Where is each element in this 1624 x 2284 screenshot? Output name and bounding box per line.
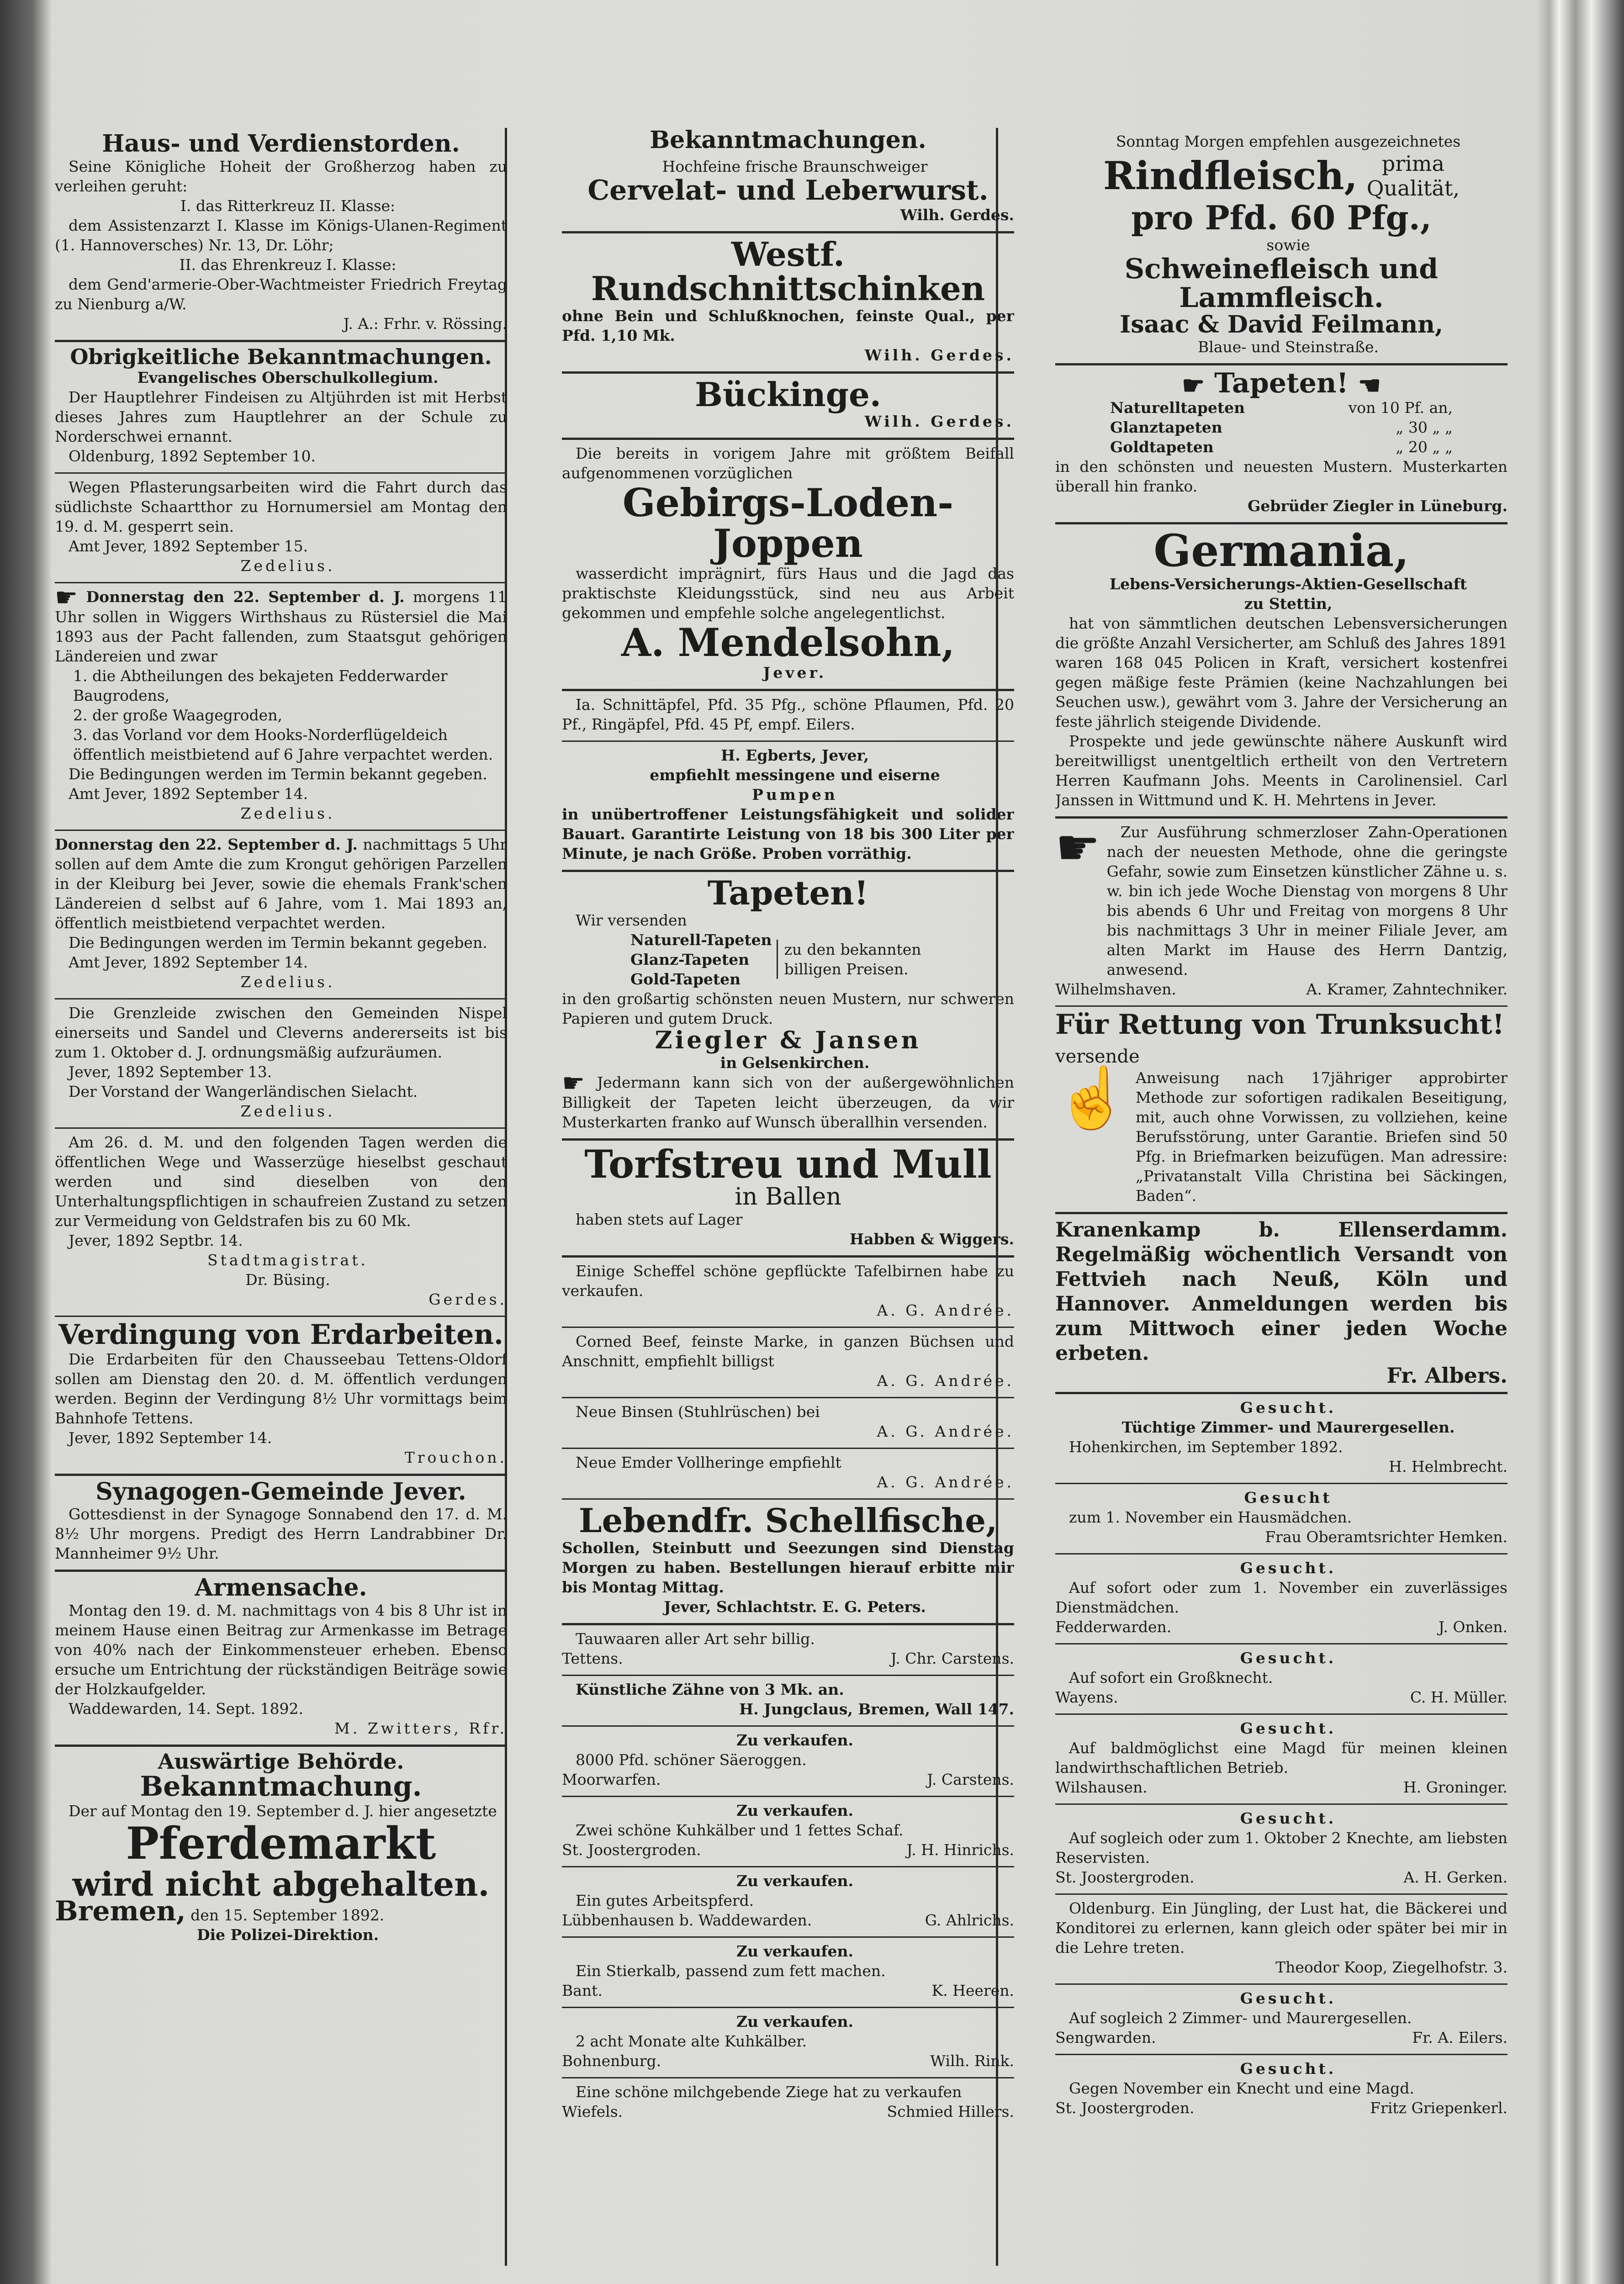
loden-title: Gebirgs-Loden-Joppen — [622, 480, 954, 566]
orders-line: I. das Ritterkreuz II. Klasse: — [180, 196, 396, 215]
wallpaper-item: Glanztapeten — [1110, 418, 1222, 437]
trunksucht-ad — [1055, 1007, 1508, 1214]
streets-signature: Gerdes. — [428, 1290, 507, 1308]
sale-text: Ein Stierkalb, passend zum fett machen. — [576, 1961, 886, 1980]
ham-text: ohne Bein und Schlußknochen, feinste Qual., per Pfd. 1,10 Mk. — [562, 307, 1014, 344]
ziegler-jansen-city: in Gelsenkirchen. — [720, 1054, 870, 1072]
wallpaper-item: Glanz-Tapeten — [630, 950, 750, 968]
streets-signature: Stadtmagistrat. — [207, 1251, 368, 1269]
wanted-ad-9 — [1055, 2055, 1508, 2118]
herring-signature: A. G. Andrée. — [877, 1473, 1014, 1491]
cervelat-ad — [562, 153, 1014, 233]
meat-intro: Sonntag Morgen empfehlen ausgezeichnetes — [1116, 132, 1461, 150]
wanted-signature: A. H. Gerken. — [1403, 1868, 1508, 1886]
auction-notice-2 — [55, 831, 507, 999]
orders-line: II. das Ehrenkreuz I. Klasse: — [179, 255, 397, 274]
apples-text: Ia. Schnittäpfel, Pfd. 35 Pfg., schöne Pflaumen, Pfd. 20 Pf., Ringäpfel, Pfd. 45 Pf, empf. Eilers. — [562, 695, 1014, 733]
wanted-text: Oldenburg. Ein Jüngling, der Lust hat, die Bäckerei und Konditorei zu erlernen, kann gleich oder später bei mir in die Lehre treten. — [1055, 1899, 1508, 1956]
streets-text: Am 26. d. M. und den folgenden Tagen werden die öffentlichen Wege und Wasserzüge hieselbst geschaut werden und sind dieselben von den Unterhaltungspflichtigen in schaufreien Zustand zu setzen zur Vermeidung von Geldstrafen bis zu 60 Mk. — [55, 1133, 507, 1230]
rope-signature: J. Chr. Carstens. — [890, 1649, 1014, 1667]
auction-signature: Zedelius. — [240, 973, 335, 991]
sale-signature: K. Heeren. — [931, 1981, 1014, 1999]
synagogue-text: Gottesdienst in der Synagoge Sonnabend den 17. d. M. 8½ Uhr morgens. Predigt des Herrn Landrabbiner Dr. Mannheimer 9½ Uhr. — [55, 1505, 507, 1563]
poor-date: Waddewarden, 14. Sept. 1892. — [69, 1700, 304, 1718]
auction-item: 2. der große Waagegroden, — [73, 706, 282, 724]
wallpaper-price: von 10 Pf. an, — [1348, 399, 1453, 417]
pointing-hand-icon: ☛ — [562, 1068, 585, 1099]
sale-ad-6 — [562, 2078, 1014, 2121]
foreign-authority-notice — [55, 1747, 507, 1945]
wallpaper-price: „ 30 „ „ — [1396, 418, 1453, 437]
germania-subtitle: Lebens-Versicherungs-Aktien-Gesellschaft — [1109, 575, 1467, 593]
foreign-text: Der auf Montag den 19. September d. J. hier angesetzte — [69, 1802, 497, 1820]
wanted-ad-4 — [1055, 1644, 1508, 1715]
orders-signature: J. A.: Frhr. v. Rössing. — [343, 314, 507, 333]
pears-text: Einige Scheffel schöne gepflückte Tafelbirnen habe zu verkaufen. — [562, 1262, 1014, 1300]
wanted-heading: Gesucht. — [1240, 1719, 1337, 1737]
auction-item: 3. das Vorland vor dem Hooks-Norderflügeldeich öffentlich meistbietend auf 6 Jahre verpachtet werden. — [73, 725, 493, 763]
ziegler-jansen-firm: Ziegler & Jansen — [655, 1026, 921, 1054]
buecking-ad — [562, 374, 1014, 440]
sale-ad-5 — [562, 2008, 1014, 2078]
auction-item: 1. die Abtheilungen des bekajeten Fedderwarder Baugrodens, — [73, 666, 448, 704]
rush-text: Neue Binsen (Stuhlrüschen) bei — [576, 1402, 820, 1421]
auction-signature: Zedelius. — [240, 804, 335, 822]
peat-title: Torfstreu und Mull — [584, 1142, 992, 1187]
sale-signature: Wilh. Rink. — [930, 2051, 1014, 2070]
sale-heading: Zu verkaufen. — [736, 1731, 854, 1749]
sale-text: Zwei schöne Kuhkälber und 1 fettes Schaf. — [576, 1821, 904, 1839]
sale-text: Ein gutes Arbeitspferd. — [576, 1891, 754, 1909]
wanted-ad-2 — [1055, 1484, 1508, 1554]
wallpaper-item: Naturelltapeten — [1110, 399, 1245, 417]
orders-line: dem Assistenzarzt I. Klasse im Königs-Ulanen-Regiment (1. Hannoversches) Nr. 13, Dr. Löhr; — [55, 216, 507, 254]
teeth-signature: H. Jungclaus, Bremen, Wall 147. — [739, 1700, 1014, 1718]
dentist-text: Zur Ausführung schmerzloser Zahn-Operationen nach der neuesten Methode, ohne die geringste Gefahr, sowie zum Einsetzen künstlicher Zähne u. s. w. bin ich jede Woche Dienstag von morgens 8 Uhr bis abends 6 Uhr und Freitag von morgens 8 Uhr bis nachmittags 3 Uhr in meiner Filiale Jever, am alten Markt im Hause des Herrn Dantzig, anwesend. — [1106, 823, 1508, 978]
wanted-ad-7 — [1055, 1895, 1508, 1985]
road-text: Wegen Pflasterungsarbeiten wird die Fahrt durch das südlichste Schaartthor zu Hornumersiel am Montag den 19. d. M. gesperrt sein. — [55, 478, 507, 535]
sale-place: Moorwarfen. — [562, 1770, 661, 1788]
foreign-city: Bremen, — [55, 1895, 186, 1927]
wanted-signature: Fr. A. Eilers. — [1412, 2028, 1508, 2046]
fish-text: Schollen, Steinbutt und Seezungen sind Dienstag Morgen zu haben. Bestellungen hierauf erbitte mir bis Montag Mittag. — [562, 1539, 1014, 1596]
earthworks-title: Verdingung von Erdarbeiten. — [58, 1318, 503, 1351]
pointing-hand-left-icon: ☚ — [1358, 370, 1381, 401]
rush-signature: A. G. Andrée. — [877, 1422, 1014, 1440]
border-text: Die Grenzleide zwischen den Gemeinden Nispel einerseits und Sandel und Cleverns andererseits ist bis zum 1. Oktober d. J. ordnungsmäßig aufzuräumen. — [55, 1004, 507, 1061]
dentist-signature: A. Kramer, Zahntechniker. — [1306, 980, 1508, 998]
wanted-heading: Gesucht. — [1240, 2059, 1337, 2078]
wanted-ad-1 — [1055, 1394, 1508, 1484]
foreign-title: Auswärtige Behörde. — [158, 1749, 404, 1774]
foreign-signature: Die Polizei-Direktion. — [196, 1925, 379, 1944]
orders-line: dem Gend'armerie-Ober-Wachtmeister Friedrich Freytag zu Nienburg a/W. — [55, 275, 507, 313]
wanted-text: Auf baldmöglichst eine Magd für meinen kleinen landwirthschaftlichen Betrieb. — [1055, 1739, 1508, 1776]
sale-place: Bohnenburg. — [562, 2051, 661, 2070]
sale-signature: J. Carstens. — [927, 1770, 1014, 1788]
apples-ad — [562, 691, 1014, 742]
wanted-heading: Gesucht. — [1240, 1649, 1337, 1667]
auction-notice-1 — [55, 583, 507, 831]
ham-ad — [562, 233, 1014, 374]
poor-signature: M. Zwitters, Rfr. — [334, 1719, 507, 1738]
wallpaper-ad-2 — [1055, 365, 1508, 524]
pointing-hand-icon: ☛ — [1055, 818, 1100, 877]
wallpaper-text: Jedermann kann sich von der außergewöhnlichen Billigkeit der Tapeten leicht überzeugen, da wir Musterkarten franko auf Wunsch überallhin versenden. — [562, 1073, 1014, 1131]
fish-signature: Jever, Schlachtstr. E. G. Peters. — [664, 1597, 926, 1616]
wanted-signature: Frau Oberamtsrichter Hemken. — [1265, 1528, 1508, 1546]
sale-heading: Zu verkaufen. — [736, 1942, 854, 1960]
official-text: Der Hauptlehrer Findeisen zu Altjührden ist mit Herbst dieses Jahres zum Hauptlehrer an der Schule zu Norderschwei ernannt. — [55, 388, 507, 445]
wanted-text: Auf sofort ein Großknecht. — [1069, 1668, 1273, 1687]
herring-ad — [562, 1449, 1014, 1500]
dentist-ad — [1055, 819, 1508, 1007]
synagogue-notice — [55, 1476, 507, 1572]
pears-signature: A. G. Andrée. — [877, 1301, 1014, 1319]
newspaper-page — [46, 55, 1539, 2284]
wallpaper-ad — [562, 872, 1014, 1141]
orders-notice — [55, 128, 507, 342]
buecking-title: Bückinge. — [695, 375, 881, 414]
pumps-line: empfiehlt messingene und eiserne — [650, 766, 940, 784]
mendelsohn-firm: A. Mendelsohn, — [621, 619, 955, 665]
wanted-place: Wayens. — [1055, 1688, 1118, 1706]
herring-text: Neue Emder Vollheringe empfiehlt — [576, 1453, 841, 1471]
auction-head: Donnerstag den 22. September d. J. — [55, 835, 358, 853]
wanted-place: Fedderwarden. — [1055, 1618, 1172, 1636]
sale-ad-3 — [562, 1867, 1014, 1938]
horse-market-heading: Pferdemarkt — [126, 1818, 436, 1870]
cattle-text: Kranenkamp b. Ellenserdamm. Regelmäßig wöchentlich Versandt von Fettvieh nach Neuß, Köln und Hannover. Anmeldungen werden bis zum Mittwoch einer jeden Woche erbeten. — [1055, 1218, 1508, 1365]
beef-price: pro Pfd. 60 Pfg., — [1131, 198, 1432, 237]
pork-lamb-title: Schweinefleisch und Lammfleisch. — [1124, 253, 1439, 314]
official-subtitle: Evangelisches Oberschulkollegium. — [137, 368, 439, 386]
fish-ad — [562, 1500, 1014, 1625]
poor-title: Armensache. — [195, 1574, 367, 1602]
auction-text: morgens 11 Uhr sollen in Wiggers Wirthshaus zu Rüstersiel die Mai 1893 aus der Pacht fallenden, zum Staatsgut gehörigen Ländereien und zwar — [55, 587, 507, 665]
official-notice — [55, 342, 507, 474]
wanted-heading: Gesucht. — [1240, 1559, 1337, 1577]
ham-title: Westf. Rundschnittschinken — [591, 234, 985, 308]
fish-title: Lebendfr. Schellfische, — [578, 1501, 998, 1540]
beef-signature: A. G. Andrée. — [877, 1371, 1014, 1390]
wanted-text: Tüchtige Zimmer- und Maurergesellen. — [1121, 1418, 1455, 1436]
wanted-ad-5 — [1055, 1715, 1508, 1805]
peat-text: haben stets auf Lager — [576, 1210, 743, 1228]
loden-intro: Die bereits in vorigem Jahre mit größtem Beifall aufgenommenen vorzüglichen — [562, 444, 1014, 482]
wanted-place: Sengwarden. — [1055, 2028, 1156, 2046]
cattle-ad — [1055, 1214, 1508, 1394]
wallpaper-text: in den schönsten und neuesten Mustern. Musterkarten überall hin franko. — [1055, 458, 1508, 496]
sale-signature: G. Ahlrichs. — [925, 1911, 1014, 1929]
border-date: Jever, 1892 September 13. — [69, 1063, 272, 1081]
sale-place: Wiefels. — [562, 2102, 623, 2120]
rope-text: Tauwaaren aller Art sehr billig. — [576, 1629, 815, 1648]
sale-place: Bant. — [562, 1981, 603, 1999]
streets-signature: Dr. Büsing. — [245, 1270, 330, 1289]
not-held-heading: wird nicht abgehalten. — [72, 1865, 490, 1904]
wanted-signature: H. Groninger. — [1403, 1778, 1508, 1796]
earthworks-notice — [55, 1317, 507, 1476]
sale-heading: Zu verkaufen. — [736, 2012, 854, 2030]
cattle-signature: Fr. Albers. — [1386, 1363, 1508, 1388]
wallpaper-note: zu den bekannten billigen Preisen. — [784, 941, 921, 978]
wallpaper-item: Gold-Tapeten — [630, 970, 741, 988]
beef-quality: Qualität, — [1366, 176, 1460, 201]
sale-place: St. Joostergroden. — [562, 1840, 701, 1859]
poor-text: Montag den 19. d. M. nachmittags von 4 bis 8 Uhr ist in meinem Hause einen Beitrag zur Armenkasse im Betrage von 40% nach der Einkommensteuer erheben. Ebenso ersuche um Entrichtung der rückständigen Beiträge sowie der Holzkaufgelder. — [55, 1602, 507, 1698]
sale-ad-2 — [562, 1797, 1014, 1867]
wanted-signature: Fritz Griepenkerl. — [1370, 2099, 1508, 2117]
beef-title: Rindfleisch, — [1103, 153, 1358, 198]
wanted-place: St. Joostergroden. — [1055, 2099, 1195, 2117]
poor-relief-notice — [55, 1572, 507, 1747]
wanted-heading: Gesucht — [1244, 1488, 1333, 1507]
auction-conditions: Die Bedingungen werden im Termin bekannt gegeben. — [69, 933, 487, 952]
column-middle — [562, 128, 1014, 2284]
wanted-place: Wilshausen. — [1055, 1778, 1148, 1796]
orders-text: Seine Königliche Hoheit der Großherzog haben zu verleihen geruht: — [55, 157, 507, 195]
road-closure-notice — [55, 474, 507, 583]
rope-place: Tettens. — [562, 1649, 623, 1667]
loden-text: wasserdicht imprägnirt, fürs Haus und die Jagd das praktischste Kleidungsstück, sind neu aus Arbeit gekommen und empfehle solche angelegentlichst. — [562, 564, 1014, 622]
orders-title: Haus- und Verdienstorden. — [102, 130, 460, 158]
border-signature: Der Vorstand der Wangerländischen Sielacht. — [69, 1082, 418, 1100]
buecking-signature: Wilh. Gerdes. — [864, 412, 1014, 431]
border-signature: Zedelius. — [240, 1102, 335, 1120]
auction-conditions: Die Bedingungen werden im Termin bekannt gegeben. — [69, 765, 487, 783]
wanted-text: Auf sofort oder zum 1. November ein zuverlässiges Dienstmädchen. — [1055, 1578, 1508, 1616]
pointing-hand-icon: ☛ — [55, 582, 78, 613]
cervelat-signature: Wilh. Gerdes. — [900, 206, 1014, 224]
wanted-place: Hohenkirchen, im September 1892. — [1069, 1438, 1343, 1456]
beef-quality: prima — [1381, 151, 1444, 176]
beef-text: Corned Beef, feinste Marke, in ganzen Büchsen und Anschnitt, empfiehlt billigst — [562, 1332, 1014, 1370]
sale-ad-1 — [562, 1727, 1014, 1797]
wanted-text: Auf sogleich 2 Zimmer- und Maurergesellen. — [1069, 2009, 1412, 2027]
auction-date: Amt Jever, 1892 September 14. — [69, 784, 308, 803]
pears-ad — [562, 1258, 1014, 1328]
wanted-heading: Gesucht. — [1240, 1989, 1337, 2007]
trunksucht-title: Für Rettung von Trunksucht! — [1055, 1008, 1504, 1041]
wanted-place: St. Joostergroden. — [1055, 1868, 1195, 1886]
notices-heading: Bekanntmachungen. — [650, 128, 926, 154]
road-date: Amt Jever, 1892 September 15. — [69, 537, 308, 555]
peat-ad — [562, 1141, 1014, 1258]
auction-date: Amt Jever, 1892 September 14. — [69, 953, 308, 971]
peat-subtitle: in Ballen — [735, 1183, 841, 1211]
official-date: Oldenburg, 1892 September 10. — [69, 447, 316, 465]
sale-signature: J. H. Hinrichs. — [906, 1840, 1014, 1859]
germania-city: zu Stettin, — [1244, 594, 1333, 613]
rope-ad — [562, 1625, 1014, 1676]
road-signature: Zedelius. — [240, 556, 335, 575]
pointing-hand-icon: ☛ — [1182, 370, 1205, 401]
earthworks-signature: Trouchon. — [404, 1448, 507, 1466]
official-title: Obrigkeitliche Bekanntmachungen. — [70, 344, 492, 369]
wanted-heading: Gesucht. — [1240, 1809, 1337, 1827]
trunksucht-tail: versende — [1055, 1046, 1140, 1067]
meat-ad — [1055, 128, 1508, 365]
column-right — [1055, 128, 1508, 2284]
ham-signature: Wilh. Gerdes. — [864, 346, 1014, 364]
wanted-ad-6 — [1055, 1805, 1508, 1895]
wallpaper-intro: Wir versenden — [576, 911, 687, 929]
wanted-signature: J. Onken. — [1438, 1618, 1508, 1636]
pumps-text: in unübertroffener Leistungsfähigkeit und solider Bauart. Garantirte Leistung von 18 bis 300 Liter per Minute, je nach Größe. Proben vorräthig. — [562, 805, 1014, 862]
feilmann-address: Blaue- und Steinstraße. — [1198, 338, 1379, 356]
auction-head: Donnerstag den 22. September d. J. — [86, 587, 405, 606]
earthworks-date: Jever, 1892 September 14. — [69, 1428, 272, 1447]
sale-heading: Zu verkaufen. — [736, 1872, 854, 1890]
column-left — [55, 128, 507, 2284]
raised-hand-icon: ☝ — [1055, 1063, 1129, 1132]
wallpaper-title: Tapeten! — [1214, 367, 1349, 400]
wanted-text: zum 1. November ein Hausmädchen. — [1069, 1508, 1352, 1526]
cervelat-intro: Hochfeine frische Braunschweiger — [662, 157, 928, 175]
wanted-signature: C. H. Müller. — [1410, 1688, 1508, 1706]
sale-text: 8000 Pfd. schöner Säeroggen. — [576, 1750, 807, 1769]
cervelat-title: Cervelat- und Leberwurst. — [587, 174, 989, 206]
wanted-text: Auf sogleich oder zum 1. Oktober 2 Knechte, am liebsten Reservisten. — [1055, 1829, 1508, 1866]
rush-ad — [562, 1398, 1014, 1449]
wanted-ad-8 — [1055, 1985, 1508, 2055]
meat-also: sowie — [1266, 236, 1310, 254]
sale-text: 2 acht Monate alte Kuhkälber. — [576, 2032, 807, 2050]
teeth-text: Künstliche Zähne von 3 Mk. an. — [576, 1680, 844, 1698]
sale-signature: Schmied Hillers. — [887, 2102, 1014, 2120]
sale-place: Lübbenhausen b. Waddewarden. — [562, 1911, 812, 1929]
wanted-heading: Gesucht. — [1240, 1398, 1337, 1417]
pumps-line: Pumpen — [752, 785, 838, 804]
foreign-date: den 15. September 1892. — [190, 1906, 385, 1924]
wallpaper-item: Goldtapeten — [1110, 438, 1214, 456]
sale-ad-4 — [562, 1938, 1014, 2008]
streets-notice — [55, 1129, 507, 1317]
mendelsohn-city: Jever. — [763, 663, 827, 682]
streets-date: Jever, 1892 Septbr. 14. — [69, 1231, 243, 1249]
germania-text: hat von sämmtlichen deutschen Lebensversicherungen die größte Anzahl Versicherter, am Schluß des Jahres 1891 waren 168 045 Policen in Kraft, versichert kostenfrei gegen mäßige feste Prämien (keine Nachzahlungen bei Seuchen usw.), gewährt vom 3. Jahre der Versicherung an feste jährlich steigende Dividende. — [1055, 614, 1508, 730]
ziegler-firm: Gebrüder Ziegler in Lüneburg. — [1248, 497, 1508, 515]
pumps-ad — [562, 742, 1014, 872]
dentist-place: Wilhelmshaven. — [1055, 980, 1176, 998]
pumps-firm: H. Egberts, Jever, — [721, 746, 869, 764]
loden-ad — [562, 440, 1014, 691]
wanted-text: Gegen November ein Knecht und eine Magd. — [1069, 2079, 1414, 2097]
wanted-signature: H. Helmbrecht. — [1389, 1457, 1508, 1475]
feilmann-firm: Isaac & David Feilmann, — [1119, 310, 1444, 338]
foreign-subtitle: Bekanntmachung. — [140, 1771, 422, 1803]
germania-title: Germania, — [1153, 525, 1409, 577]
wanted-signature: Theodor Koop, Ziegelhofstr. 3. — [1275, 1958, 1508, 1976]
wallpaper-price: „ 20 „ „ — [1396, 438, 1453, 456]
peat-signature: Habben & Wiggers. — [849, 1230, 1014, 1248]
beef-ad — [562, 1328, 1014, 1398]
germania-ad — [1055, 524, 1508, 819]
sale-text: Eine schöne milchgebende Ziege hat zu verkaufen — [576, 2083, 962, 2101]
teeth-ad — [562, 1676, 1014, 1727]
wallpaper-item: Naturell-Tapeten — [630, 931, 772, 949]
wallpaper-text: in den großartig schönsten neuen Mustern, nur schweren Papieren und gutem Druck. — [562, 989, 1014, 1027]
sale-heading: Zu verkaufen. — [736, 1801, 854, 1819]
auction-text: nachmittags 5 Uhr sollen auf dem Amte die zum Krongut gehörigen Parzellen in der Kleiburg bei Jever, sowie die ehemals Frank'schen Ländereien d selbst auf 6 Jahre, vom 1. Mai 1893 an, öffentlich meistbietend verpachtet werden. — [55, 835, 507, 932]
earthworks-text: Die Erdarbeiten für den Chausseebau Tettens-Oldorf sollen am Dienstag den 20. d. M. öffentlich verdungen werden. Beginn der Verdingung 8½ Uhr vormittags beim Bahnhofe Tettens. — [55, 1350, 507, 1427]
border-notice — [55, 999, 507, 1129]
wallpaper-title: Tapeten! — [707, 873, 869, 912]
germania-text: Prospekte und jede gewünschte nähere Auskunft wird bereitwilligst unentgeltlich ertheilt von den Vertretern Herren Kaufmann Johs. Meents in Carolinensiel. Carl Janssen in Wittmund und K. H. Mehrtens in Jever. — [1055, 732, 1508, 809]
synagogue-title: Synagogen-Gemeinde Jever. — [95, 1477, 466, 1506]
wanted-ad-3 — [1055, 1554, 1508, 1644]
wallpaper-list — [562, 930, 1014, 989]
trunksucht-text: Anweisung nach 17jähriger approbirter Methode zur sofortigen radikalen Beseitigung, mit, auch ohne Vorwissen, zu vollziehen, keine Berufsstörung, unter Garantie. Briefen sind 50 Pfg. in Briefmarken beizufügen. Man adressire: „Privatanstalt Villa Christina bei Säckingen, Baden“. — [1135, 1068, 1508, 1205]
